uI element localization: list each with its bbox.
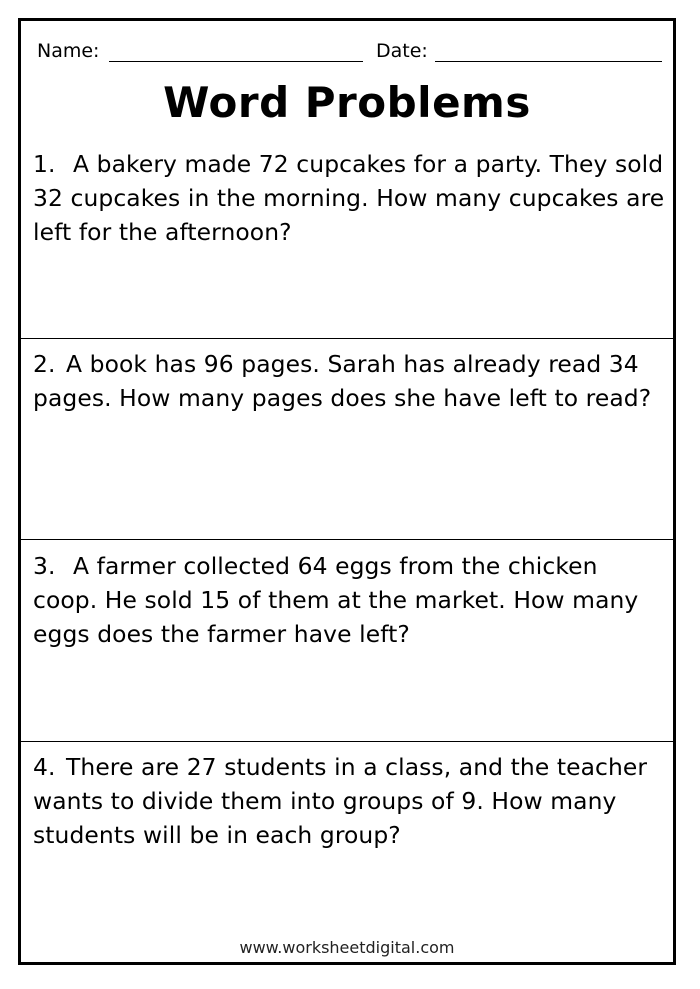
problem-1-text: A bakery made 72 cupcakes for a party. They sold 32 cupcakes in the morning. How many cupcakes are left for the afternoon?	[33, 150, 665, 246]
problem-4-text: There are 27 students in a class, and the teacher wants to divide them into groups of 9. How many students will be in each group?	[33, 753, 648, 849]
date-blank-line[interactable]	[435, 61, 662, 62]
worksheet-page	[18, 18, 676, 965]
problem-2	[33, 347, 665, 415]
name-label: Name:	[37, 40, 100, 62]
problem-1	[33, 147, 665, 249]
header-row	[37, 39, 662, 67]
footer-website: www.worksheetdigital.com	[239, 938, 455, 957]
problem-4-number: 4.	[33, 753, 56, 781]
answer-divider-2	[21, 539, 673, 540]
name-blank-line[interactable]	[109, 61, 363, 62]
date-label: Date:	[376, 40, 428, 62]
problem-2-text: A book has 96 pages. Sarah has already read 34 pages. How many pages does she have left to read?	[33, 350, 652, 412]
problem-2-number: 2.	[33, 350, 56, 378]
answer-divider-1	[21, 338, 673, 339]
problem-3-text: A farmer collected 64 eggs from the chicken coop. He sold 15 of them at the market. How many eggs does the farmer have left?	[33, 552, 639, 648]
problem-1-number: 1.	[33, 150, 56, 178]
page-title: Word Problems	[163, 78, 531, 127]
problem-3	[33, 549, 665, 651]
problem-4	[33, 750, 665, 852]
answer-divider-3	[21, 741, 673, 742]
problem-3-number: 3.	[33, 552, 56, 580]
